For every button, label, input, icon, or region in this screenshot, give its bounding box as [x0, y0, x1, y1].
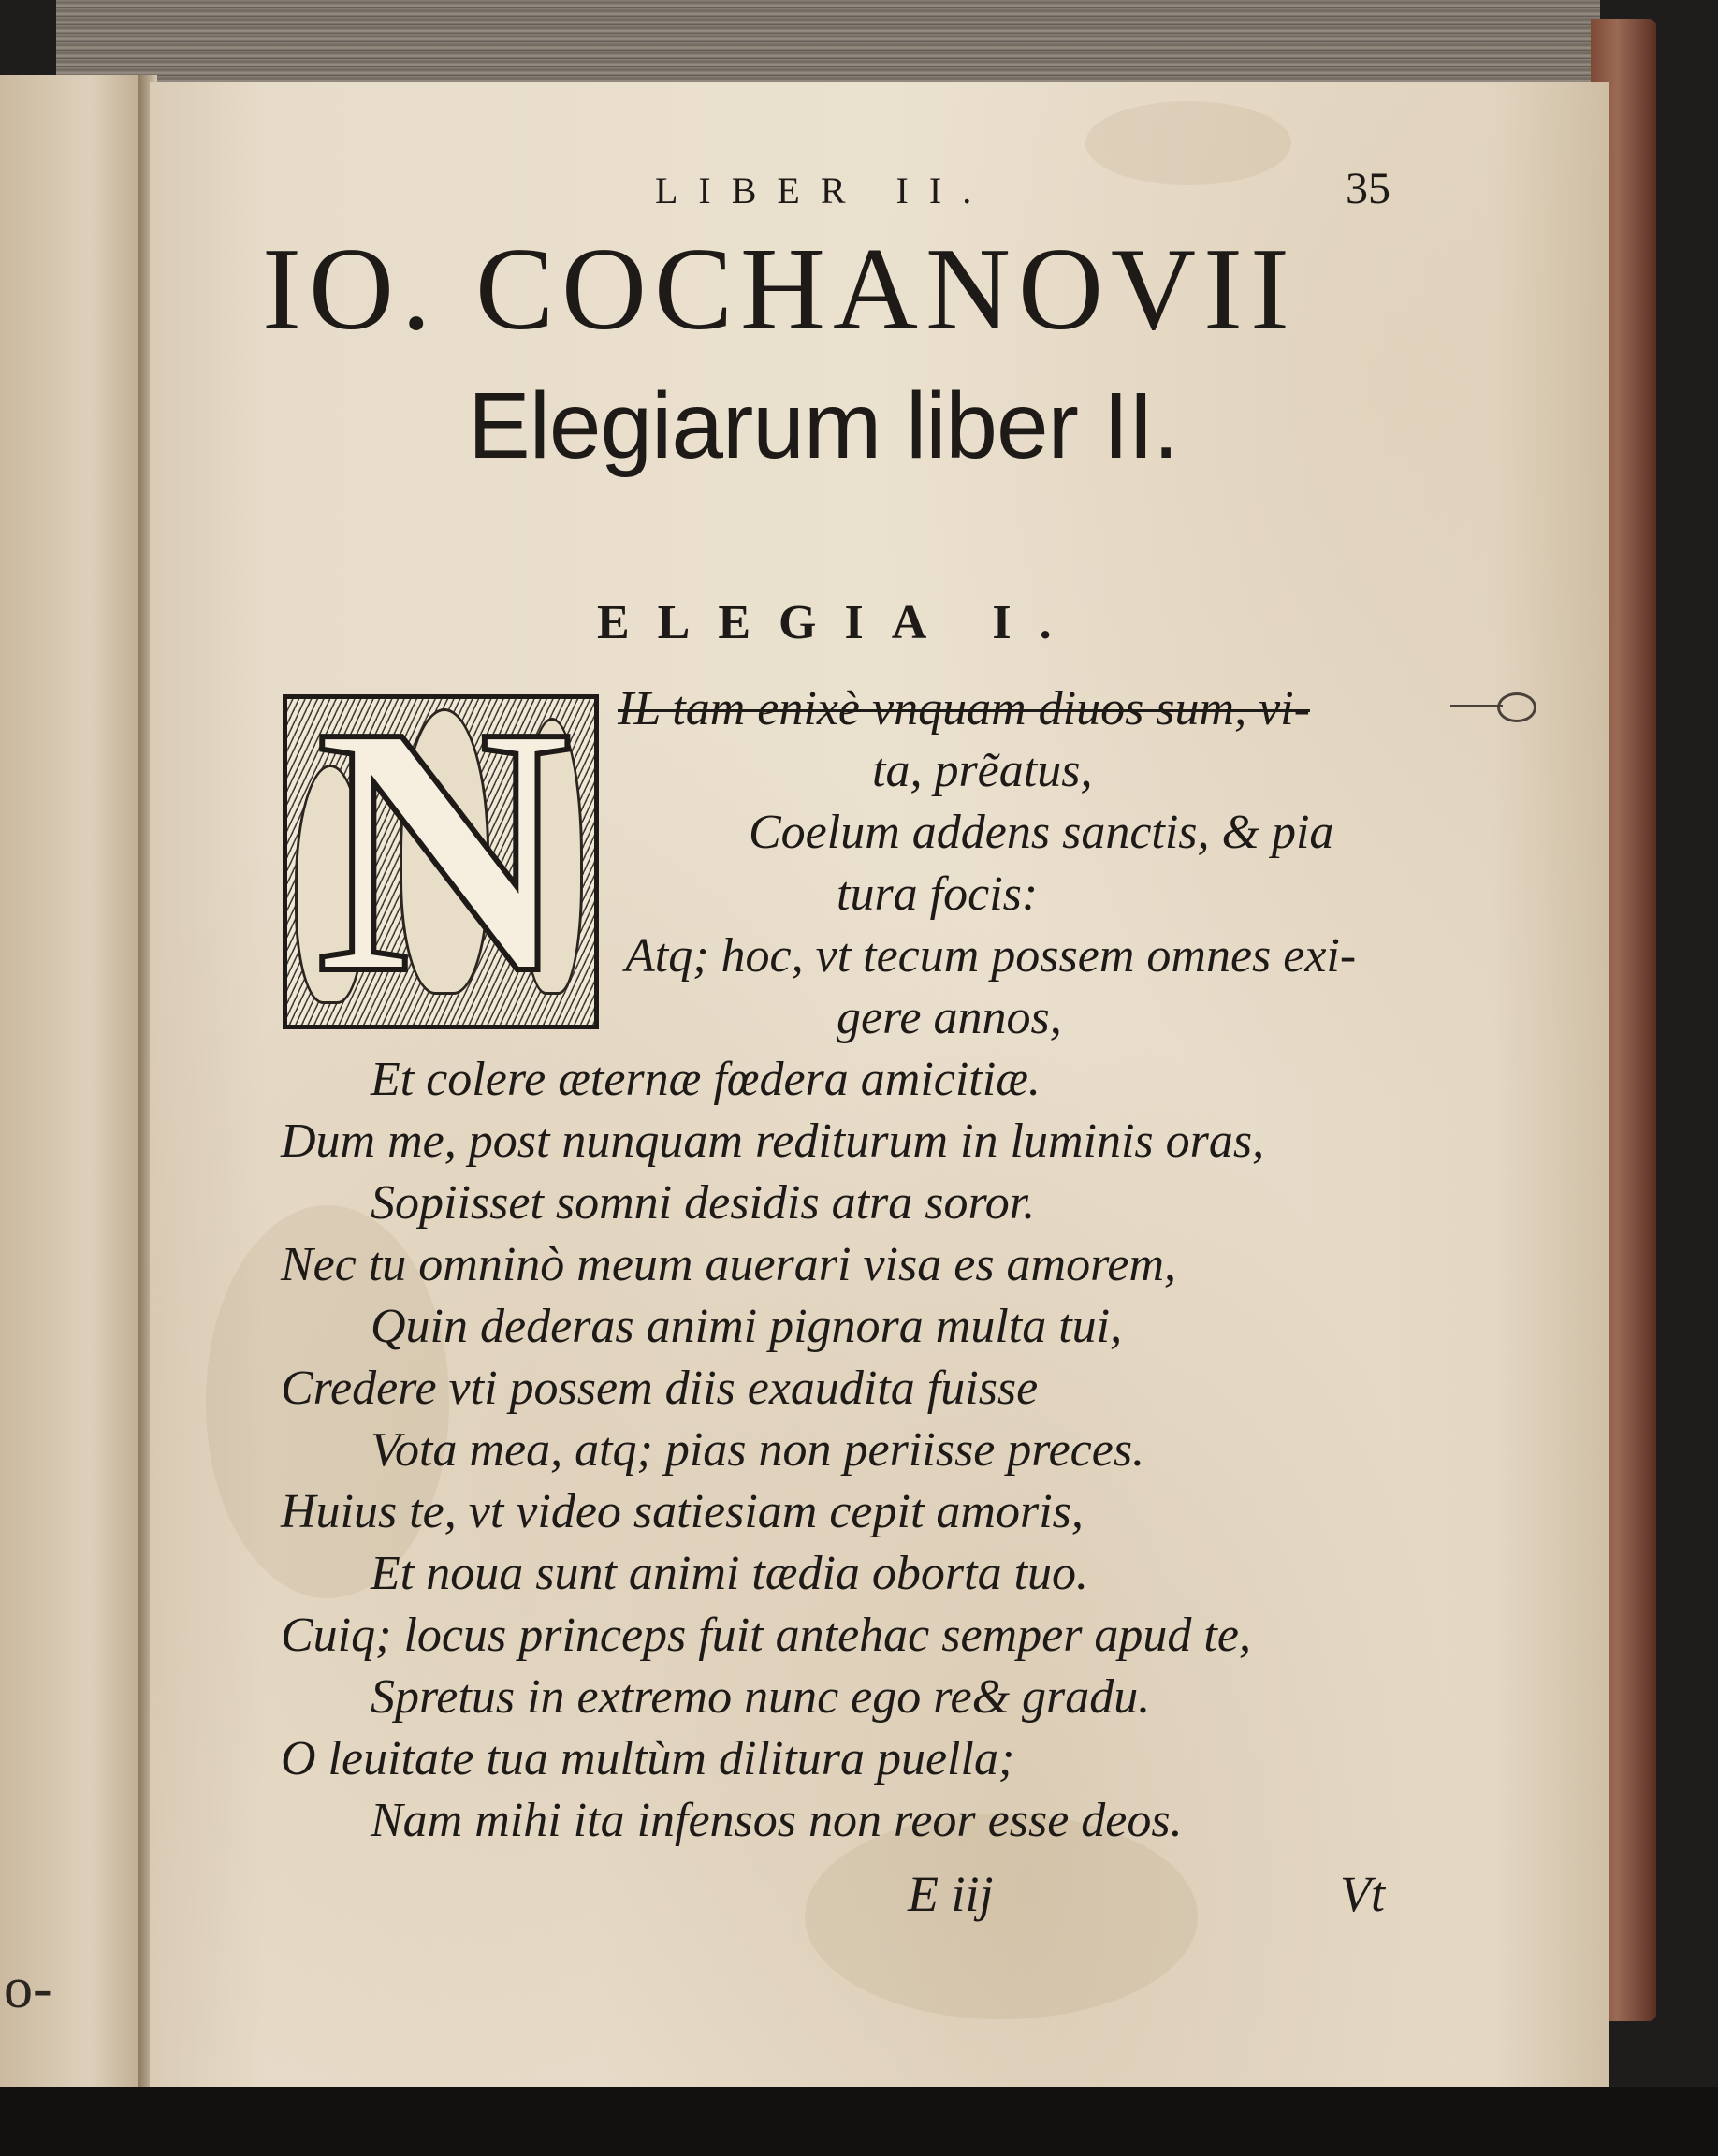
poem-line: Dum me, post nunquam rediturum in luminis oras, [281, 1114, 1265, 1168]
page-number: 35 [1346, 164, 1390, 213]
poem-line: gere annos, [837, 991, 1062, 1044]
poem-line: Nec tu omninò meum auerari visa es amorem, [281, 1238, 1177, 1291]
poem-line: Et colere æternæ fœdera amicitiæ. [371, 1053, 1041, 1106]
poem-line: Sopiisset somni desidis atra soror. [371, 1176, 1036, 1230]
poem-line: Quin dederas animi pignora multa tui, [371, 1300, 1123, 1353]
poem-line: tura focis: [837, 867, 1039, 921]
poem-line: Cuiq; locus princeps fuit antehac semper apud te, [281, 1609, 1251, 1662]
catchword: Vt [1340, 1866, 1385, 1922]
poem-line: Vota mea, atq; pias non periisse preces. [371, 1423, 1145, 1477]
running-head: LIBER II. [655, 169, 993, 211]
book-title: Elegiarum liber II. [468, 373, 1179, 478]
poem-line: IL tam enixè vnquam diuos sum, vi- [618, 682, 1310, 736]
poem-line: Atq; hoc, vt tecum possem omnes exi- [625, 929, 1357, 983]
poem-line: Credere vti possem diis exaudita fuisse [281, 1362, 1039, 1415]
poem-line: O leuitate tua multùm dilitura puella; [281, 1732, 1015, 1785]
poem-line: Huius te, vt video satiesiam cepit amoris, [281, 1485, 1084, 1538]
book-cover-bottom [0, 2087, 1718, 2156]
left-page-text-fragment: o- [4, 1957, 52, 2020]
poem-title: ELEGIA I. [597, 596, 1080, 649]
poem-line: Nam mihi ita infensos non reor esse deos. [371, 1794, 1183, 1847]
left-facing-page [0, 75, 150, 2105]
poem-line: Coelum addens sanctis, & pia [749, 806, 1334, 859]
poem-line: Spretus in extremo nunc ego re& gradu. [371, 1670, 1151, 1724]
author-title: IO. COCHANOVII [262, 225, 1297, 355]
poem-body [150, 82, 1609, 2094]
book-page [150, 82, 1609, 2094]
initial-letter: N [315, 694, 573, 1029]
poem-line: ta, prẽatus, [872, 744, 1093, 797]
signature-mark: E iij [908, 1866, 994, 1922]
book-edge-top [56, 0, 1600, 90]
poem-line: Et noua sunt animi tædia oborta tuo. [371, 1547, 1089, 1600]
